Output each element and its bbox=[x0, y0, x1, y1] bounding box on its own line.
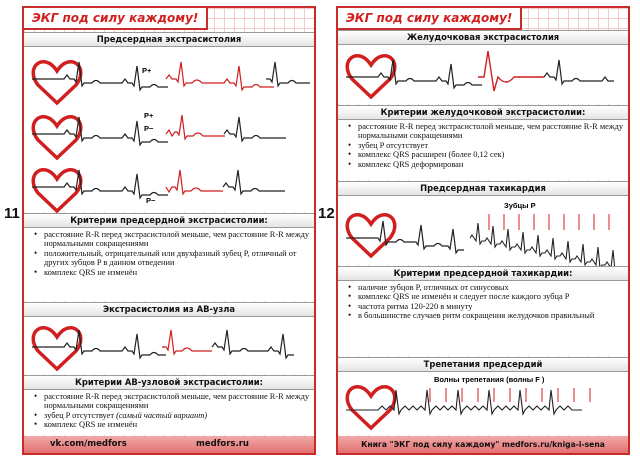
section-title: Трепетания предсердий bbox=[338, 357, 628, 372]
criteria-title: Критерии предсердной экстрасистолии: bbox=[24, 213, 314, 228]
criterion: • расстояние R-R перед экстрасистолой меньше, чем расстояние R-R между нормальными сокращениями bbox=[34, 392, 310, 411]
criterion-note: (самый частый вариант) bbox=[116, 410, 208, 420]
page-11 bbox=[22, 6, 316, 455]
section-title: Экстрасистолия из АВ-узла bbox=[24, 302, 314, 317]
footer bbox=[24, 436, 314, 453]
p-minus-label: P− bbox=[144, 124, 154, 133]
ecg-trace-extrasystole bbox=[166, 170, 223, 194]
atrial-criteria bbox=[24, 213, 314, 301]
flutter-trace bbox=[346, 390, 582, 414]
criterion: • комплекс QRS не изменён и следует после каждого зубца P bbox=[348, 292, 624, 301]
av-node-section bbox=[24, 302, 314, 374]
criterion: • комплекс QRS деформирован bbox=[348, 160, 624, 169]
footer bbox=[338, 436, 628, 453]
section-title: Желудочковая экстрасистолия bbox=[338, 30, 628, 45]
section-title: Предсердная тахикардия bbox=[338, 181, 628, 196]
av-node-ecg-strip bbox=[24, 317, 314, 375]
heart-icon bbox=[33, 328, 81, 369]
ecg-trace-extrasystole bbox=[166, 62, 274, 90]
heart-icon bbox=[347, 387, 395, 428]
av-node-criteria bbox=[24, 375, 314, 435]
footer-vk-link[interactable]: vk.com/medfors bbox=[50, 439, 127, 449]
brand-title: ЭКГ под силу каждому! bbox=[338, 8, 522, 30]
criterion bbox=[34, 411, 310, 420]
p-minus-label: P− bbox=[146, 196, 156, 205]
p-wave-markers bbox=[489, 214, 609, 230]
heart-icon bbox=[33, 170, 81, 211]
footer-book-link[interactable]: Книга "ЭКГ под силу каждому" medfors.ru/kniga-i-sena bbox=[361, 440, 605, 449]
criterion: • наличие зубцов P, отличных от синусовых bbox=[348, 283, 624, 292]
p-plus-label: P+ bbox=[144, 111, 154, 120]
atrial-flutter-section bbox=[338, 357, 628, 435]
heart-icon bbox=[347, 215, 395, 256]
strip-3 bbox=[32, 170, 285, 211]
heart-icon bbox=[347, 56, 395, 97]
f-wave-markers bbox=[430, 388, 590, 402]
strip-1 bbox=[32, 62, 310, 103]
criterion: • частота ритма 120-220 в минуту bbox=[348, 302, 624, 311]
heart-icon bbox=[33, 62, 81, 103]
criterion: • комплекс QRS не изменён bbox=[34, 268, 310, 277]
criterion: • в большинстве случаев ритм сокращения желудочков правильный bbox=[348, 311, 624, 320]
tachycardia-ecg-strip bbox=[338, 196, 628, 266]
p-waves-label: Зубцы P bbox=[504, 201, 536, 210]
criterion: • расстояние R-R перед экстрасистолой меньше, чем расстояние R-R между нормальными сокращениями bbox=[34, 230, 310, 249]
page-number: 12 bbox=[318, 205, 335, 222]
criterion: • комплекс QRS расширен (более 0,12 сек) bbox=[348, 150, 624, 159]
flutter-ecg-strip bbox=[338, 372, 628, 436]
criterion: • комплекс QRS не изменён bbox=[34, 420, 310, 429]
ventricular-section bbox=[338, 30, 628, 104]
criterion: • положительный, отрицательный или двухфазный зубец P, отличный от других зубцов P в данном отведении bbox=[34, 249, 310, 268]
heart-icon bbox=[33, 117, 81, 158]
criterion: • зубец P отсутствует bbox=[348, 141, 624, 150]
page-12 bbox=[336, 6, 630, 455]
brand-title: ЭКГ под силу каждому! bbox=[24, 8, 208, 30]
criteria-title: Критерии предсердной тахикардии: bbox=[338, 266, 628, 281]
tachycardia-criteria bbox=[338, 266, 628, 356]
atrial-ecg-strips bbox=[24, 47, 314, 213]
p-plus-label: P+ bbox=[142, 66, 152, 75]
tachycardia-trace bbox=[470, 223, 623, 266]
criteria-title: Критерии АВ-узловой экстрасистолии: bbox=[24, 375, 314, 390]
flutter-waves-label: Волны трепетания (волны F ) bbox=[434, 375, 545, 384]
footer-site-link[interactable]: medfors.ru bbox=[196, 439, 249, 449]
ecg-trace-extrasystole bbox=[166, 115, 225, 139]
section-title: Предсердная экстрасистолия bbox=[24, 32, 314, 47]
criterion-text: зубец P отсутствует bbox=[44, 410, 114, 420]
ventricular-criteria bbox=[338, 105, 628, 180]
criterion: • расстояние R-R перед экстрасистолой меньше, чем расстояние R-R между нормальными сокращениями bbox=[348, 122, 624, 141]
page-number: 11 bbox=[4, 205, 20, 222]
atrial-tachycardia-section bbox=[338, 181, 628, 265]
criteria-title: Критерии желудочковой экстрасистолии: bbox=[338, 105, 628, 120]
atrial-extrasystole-section bbox=[24, 32, 314, 212]
ecg-trace-extrasystole bbox=[162, 330, 212, 354]
ventricular-ecg-strip bbox=[338, 45, 628, 105]
ecg-trace-extrasystole bbox=[478, 51, 544, 91]
strip-2 bbox=[32, 111, 286, 158]
